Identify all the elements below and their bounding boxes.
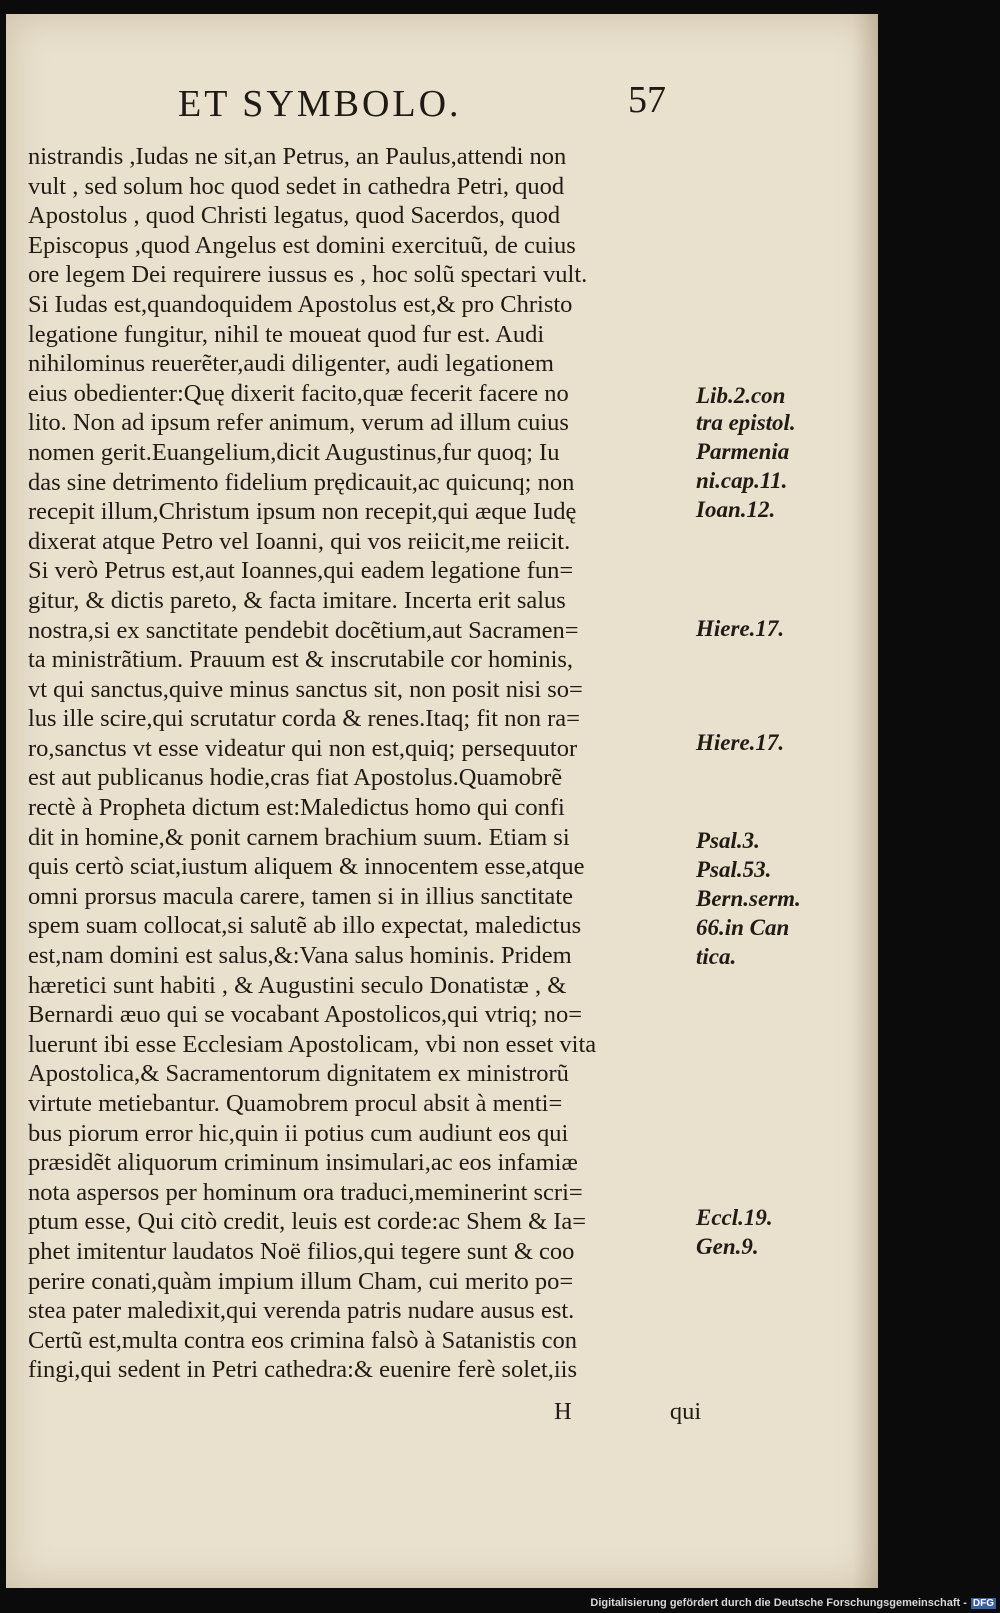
text-line: fingi,qui sedent in Petri cathedra:& euenire ferè solet,iis	[28, 1356, 578, 1384]
text-line: dit in homine,& ponit carnem brachium suum. Etiam si	[28, 823, 570, 851]
text-line: das sine detrimento fidelium prędicauit,ac quicunq; non	[28, 468, 575, 496]
marginal-note: tra epistol.	[696, 410, 796, 435]
marginal-note: Bern.serm.	[696, 886, 801, 911]
text-line: eius obedienter:Quę dixerit facito,quæ fecerit facere no	[28, 379, 569, 407]
text-line: Apostolica,& Sacramentorum dignitatem ex ministrorũ	[28, 1060, 569, 1088]
text-line: nota aspersos per hominum ora traduci,meminerint scri=	[28, 1178, 583, 1206]
marginal-note: Hiere.17.	[696, 730, 785, 755]
text-line: Si Iudas est,quandoquidem Apostolus est,& pro Christo	[28, 290, 573, 318]
text-line: perire conati,quàm impium illum Cham, cui merito po=	[28, 1267, 574, 1295]
text-line: bus piorum error hic,quin ii potius cum audiunt eos qui	[28, 1119, 569, 1147]
text-line: spem suam collocat,si salutẽ ab illo expectat, maledictus	[28, 912, 582, 940]
text-line: nomen gerit.Euangelium,dicit Augustinus,fur quoq; Iu	[28, 438, 560, 466]
signature-mark: H	[554, 1398, 572, 1425]
catchword: qui	[669, 1398, 702, 1425]
text-line: nihilominus reuerẽter,audi diligenter, audi legationem	[28, 350, 554, 378]
text-line: virtute metiebantur. Quamobrem procul absit à menti=	[28, 1090, 563, 1117]
marginal-note: Hiere.17.	[696, 616, 785, 641]
text-line: phet imitentur laudatos Noë filios,qui tegere sunt & coo	[28, 1237, 575, 1265]
text-line: omni prorsus macula carere, tamen si in illius sanctitate	[28, 882, 573, 910]
text-line: Bernardi æuo qui se vocabant Apostolicos,qui vtriq; no=	[28, 1001, 583, 1029]
text-line: ro,sanctus vt esse videatur qui non est,quiq; persequutor	[28, 734, 578, 762]
marginal-note: Lib.2.con	[696, 383, 786, 408]
text-line: ore legem Dei requirere iussus es , hoc solũ spectari vult.	[28, 261, 588, 289]
text-line: ptum esse, Qui citò credit, leuis est corde:ac Shem & Ia=	[28, 1208, 587, 1236]
book-page	[6, 14, 878, 1588]
text-line: Episcopus ,quod Angelus est domini exercituũ, de cuius	[28, 231, 576, 259]
text-line: lito. Non ad ipsum refer animum, verum ad illum cuius	[28, 409, 569, 437]
credit-text: Digitalisierung gefördert durch die Deutsche Forschungsgemeinschaft -	[590, 1597, 967, 1609]
text-line: recepit illum,Christum ipsum non recepit,qui æque Iudę	[28, 498, 577, 526]
body-text	[28, 142, 688, 1385]
text-line: vult , sed solum hoc quod sedet in cathedra Petri, quod	[28, 172, 565, 200]
marginal-note: Ioan.12.	[696, 497, 776, 522]
marginal-note: Gen.9.	[696, 1234, 759, 1259]
running-head: ET SYMBOLO.	[178, 83, 462, 125]
page-number: 57	[628, 79, 666, 121]
text-line: rectè à Propheta dictum est:Maledictus homo qui confi	[28, 794, 565, 822]
text-line: quis certò sciat,iustum aliquem & innocentem esse,atque	[28, 853, 585, 881]
marginal-note: Psal.3.	[696, 828, 760, 853]
dfg-logo: DFG	[972, 1598, 994, 1609]
marginal-note: Parmenia	[696, 439, 790, 464]
text-line: vt qui sanctus,quive minus sanctus sit, non posit nisi so=	[28, 675, 583, 703]
marginal-note: ni.cap.11.	[696, 468, 788, 493]
text-line: hæretici sunt habiti , & Augustini seculo Donatistæ , &	[28, 971, 567, 999]
text-line: est,nam domini est salus,&:Vana salus hominis. Pridem	[28, 942, 572, 970]
text-line: legatione fungitur, nihil te moueat quod fur est. Audi	[28, 320, 545, 348]
marginal-note: tica.	[696, 944, 737, 969]
text-line: præsidẽt aliquorum criminum insimulari,ac eos infamiæ	[28, 1149, 578, 1177]
text-line: est aut publicanus hodie,cras fiat Apostolus.Quamobrẽ	[28, 764, 563, 792]
text-line: ta ministrãtium. Prauum est & inscrutabile cor hominis,	[28, 646, 574, 674]
catchword-line	[554, 1398, 701, 1426]
text-line: lus ille scire,qui scrutatur corda & renes.Itaq; fit non ra=	[28, 705, 580, 733]
marginal-note: 66.in Can	[696, 915, 790, 940]
text-line: Apostolus , quod Christi legatus, quod Sacerdos, quod	[28, 202, 561, 230]
text-line: nistrandis ,Iudas ne sit,an Petrus, an Paulus,attendi non	[28, 143, 567, 170]
text-line: gitur, & dictis pareto, & facta imitare. Incerta erit salus	[28, 586, 566, 614]
text-line: Si verò Petrus est,aut Ioannes,qui eadem legatione fun=	[28, 557, 574, 585]
text-line: dixerat atque Petro vel Ioanni, qui vos reiicit,me reiicit.	[28, 527, 571, 555]
text-line: Certũ est,multa contra eos crimina falsò à Satanistis con	[28, 1326, 578, 1354]
marginal-note: Psal.53.	[696, 857, 772, 882]
text-line: luerunt ibi esse Ecclesiam Apostolicam, vbi non esset vita	[28, 1030, 597, 1058]
digitization-credit	[590, 1597, 996, 1609]
text-line: stea pater maledixit,qui verenda patris nudare ausus est.	[28, 1297, 575, 1325]
marginal-note: Eccl.19.	[696, 1205, 773, 1230]
text-line: nostra,si ex sanctitate pendebit docẽtium,aut Sacramen=	[28, 616, 579, 644]
